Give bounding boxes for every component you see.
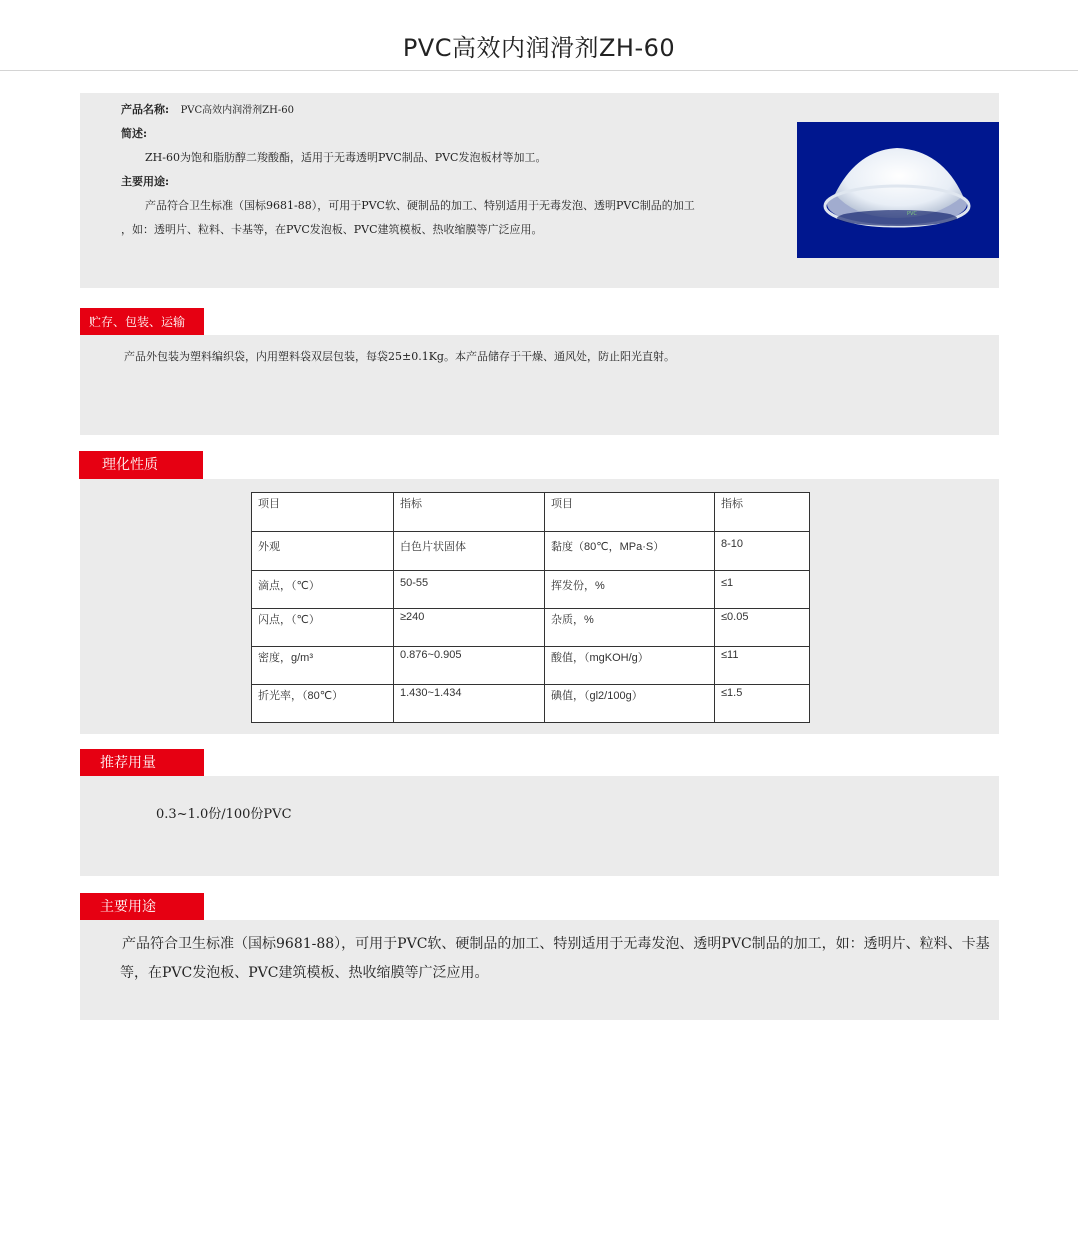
dosage-text: 0.3~1.0份/100份PVC	[156, 807, 292, 822]
usage-text: 产品符合卫生标准（国标9681-88），可用于PVC软、硬制品的加工、特别适用于无毒发泡、透明PVC制品的加工，如：透明片、粒料、卡基等，在PVC发泡板、PVC建筑模板、热收缩膜等广泛应用。	[120, 936, 990, 981]
table-cell: 闪点，（℃）	[252, 609, 394, 647]
product-image	[797, 122, 999, 258]
table-cell: 1.430~1.434	[394, 685, 545, 723]
table-cell: 酸值，（mgKOH/g）	[545, 647, 715, 685]
table-cell: ≥240	[394, 609, 545, 647]
title-divider	[0, 70, 1078, 71]
product-name-row	[121, 102, 294, 119]
table-cell: 滴点，（℃）	[252, 571, 394, 609]
table-cell: 白色片状固体	[394, 532, 545, 571]
table-cell: 密度，g/m³	[252, 647, 394, 685]
page-title: PVC高效内润滑剂ZH-60	[402, 34, 676, 62]
powder-dish-icon	[797, 122, 999, 258]
table-row	[252, 571, 810, 609]
table-cell: 杂质，%	[545, 609, 715, 647]
table-cell: ≤1.5	[715, 685, 810, 723]
table-cell: 指标	[715, 493, 810, 532]
table-cell: 外观	[252, 532, 394, 571]
dosage-section-tab: 推荐用量	[80, 749, 204, 777]
table-cell: 黏度（80℃，MPa·S）	[545, 532, 715, 571]
table-cell: 挥发份，%	[545, 571, 715, 609]
svg-text:PVC: PVC	[907, 211, 917, 217]
table-row	[252, 647, 810, 685]
table-cell: 50-55	[394, 571, 545, 609]
table-row	[252, 493, 810, 532]
dosage-panel	[80, 776, 999, 876]
storage-text: 产品外包装为塑料编织袋，内用塑料袋双层包装，每袋25±0.1Kg。本产品储存于干燥、通风处，防止阳光直射。	[124, 350, 675, 363]
table-row	[252, 685, 810, 723]
table-row	[252, 609, 810, 647]
table-cell: 碘值，（gl2/100g）	[545, 685, 715, 723]
table-row	[252, 532, 810, 571]
table-cell: 8-10	[715, 532, 810, 571]
table-cell: 0.876~0.905	[394, 647, 545, 685]
table-cell: ≤0.05	[715, 609, 810, 647]
summary-text: ZH-60为饱和脂肪醇二羧酸酯，适用于无毒透明PVC制品、PVC发泡板材等加工。	[145, 151, 547, 164]
usage-section-tab: 主要用途	[80, 893, 204, 921]
storage-section-tab: 贮存、包装、运输	[80, 308, 204, 336]
properties-table	[251, 492, 810, 723]
table-cell: 项目	[252, 493, 394, 532]
usage-line-1: 产品符合卫生标准（国标9681-88），可用于PVC软、硬制品的加工、特别适用于无毒发泡、透明PVC制品的加工	[145, 199, 695, 212]
product-name-value: PVC高效内润滑剂ZH-60	[180, 105, 294, 116]
usage-line-2: ，如：透明片、粒料、卡基等，在PVC发泡板、PVC建筑模板、热收缩膜等广泛应用。	[121, 223, 543, 236]
properties-section-tab: 理化性质	[79, 451, 203, 479]
product-name-label: 产品名称:	[121, 103, 170, 116]
table-cell: ≤1	[715, 571, 810, 609]
summary-label: 简述:	[121, 127, 148, 140]
table-cell: 指标	[394, 493, 545, 532]
table-cell: 折光率，（80℃）	[252, 685, 394, 723]
table-cell: ≤11	[715, 647, 810, 685]
table-cell: 项目	[545, 493, 715, 532]
usage-label: 主要用途:	[121, 175, 170, 188]
